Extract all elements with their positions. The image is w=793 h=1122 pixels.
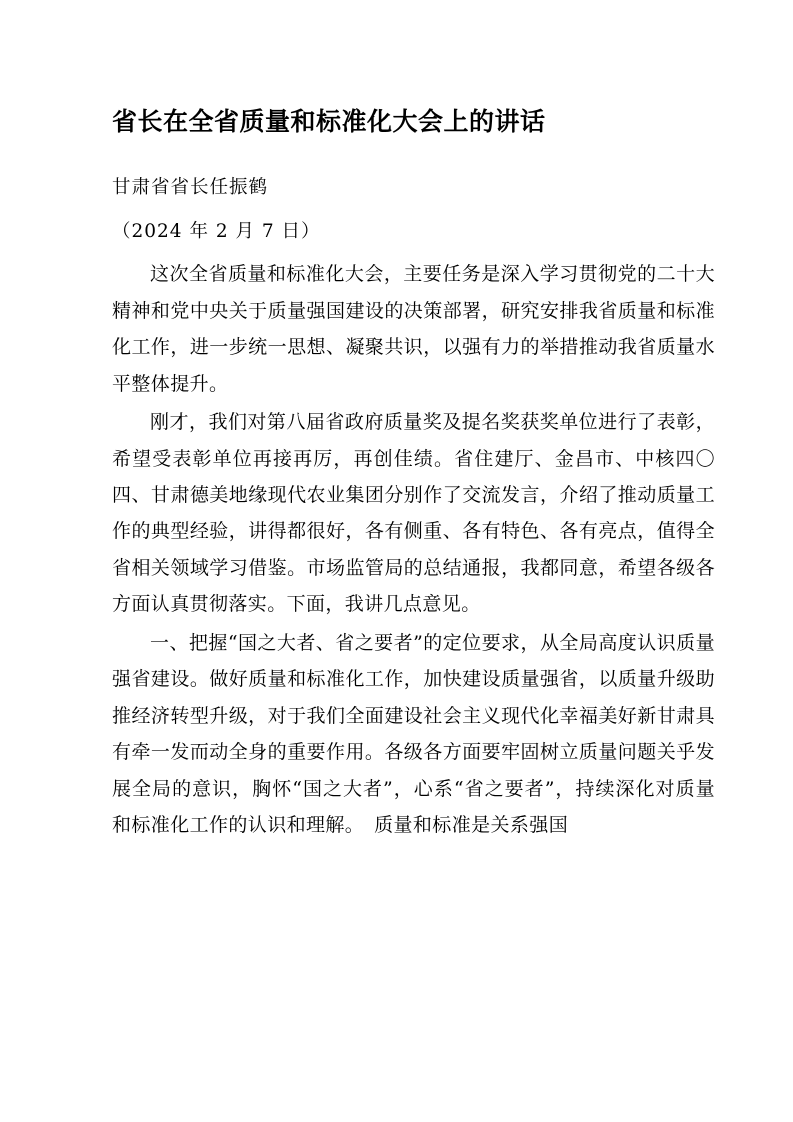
- body-paragraph-2: 刚才，我们对第八届省政府质量奖及提名奖获奖单位进行了表彰，希望受表彰单位再接再厉，再创佳绩。省住建厅、金昌市、中核四〇四、甘肃德美地缘现代农业集团分别作了交流发言，介绍了推动质量工作的典型经验，讲得都很好，各有侧重、各有特色、各有亮点，值得全省相关领域学习借鉴。市场监管局的总结通报，我都同意，希望各级各方面认真贯彻落实。下面，我讲几点意见。: [112, 411, 715, 616]
- author-byline: 甘肃省省长任振鹤: [112, 177, 269, 198]
- date-line: （2024 年 2 月 7 日）: [112, 220, 321, 242]
- body-paragraph-1: 这次全省质量和标准化大会，主要任务是深入学习贯彻党的二十大精神和党中央关于质量强国建设的决策部署，研究安排我省质量和标准化工作，进一步统一思想、凝聚共识，以强有力的举措推动我省质量水平整体提升。: [112, 263, 715, 395]
- page-title: 省长在全省质量和标准化大会上的讲话: [112, 107, 546, 136]
- body-paragraph-3: 一、把握“国之大者、省之要者”的定位要求，从全局高度认识质量强省建设。做好质量和标准化工作，加快建设质量强省，以质量升级助推经济转型升级，对于我们全面建设社会主义现代化幸福美好新甘肃具有牵一发而动全身的重要作用。各级各方面要牢固树立质量问题关乎发展全局的意识，胸怀“国之大者”，心系“省之要者”，持续深化对质量和标准化工作的认识和理解。 质量和标准是关系强国: [112, 631, 715, 837]
